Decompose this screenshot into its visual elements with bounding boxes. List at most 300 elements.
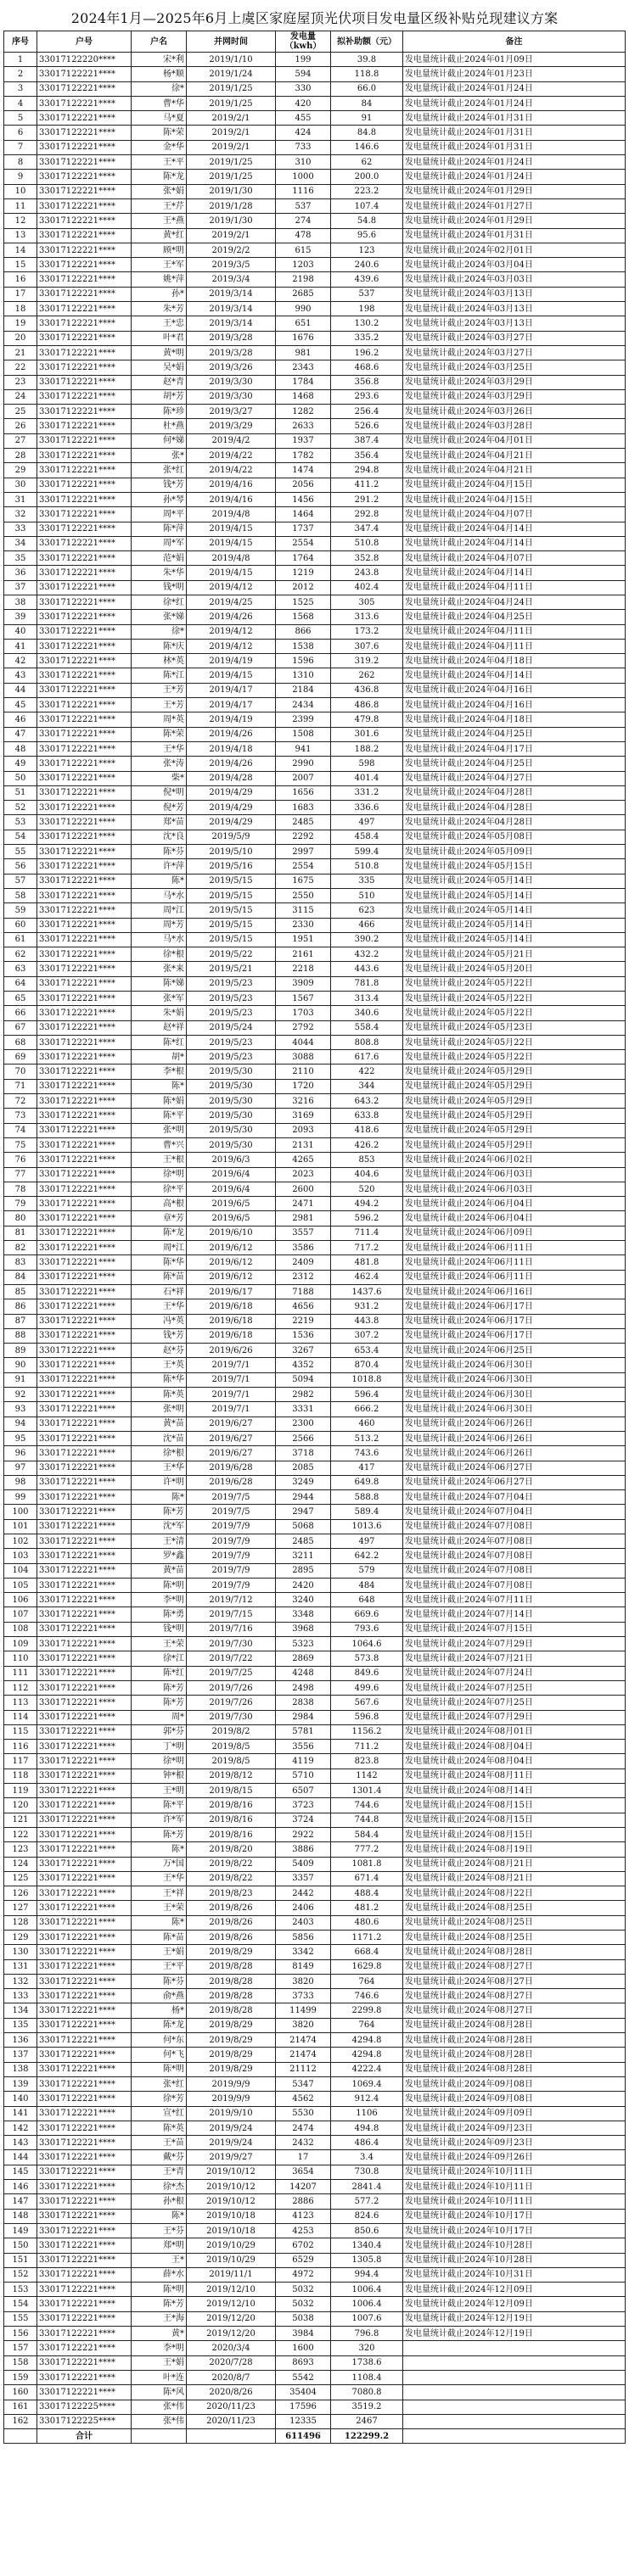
cell-date: 2019/7/9 [187,1578,276,1592]
cell-date: 2019/4/8 [187,551,276,566]
cell-name: 陈* [132,874,187,888]
cell-name: 陈*芳 [132,1696,187,1710]
cell-date: 2019/1/30 [187,214,276,228]
cell-kwh: 3240 [276,1593,331,1607]
cell-date: 2019/9/24 [187,2136,276,2150]
cell-name: 张*明 [132,1123,187,1137]
cell-no: 25 [4,405,37,419]
cell-account: 33017122221**** [37,1153,132,1167]
cell-date: 2019/4/29 [187,785,276,800]
cell-note: 发电量统计截止2024年04月16日 [403,683,626,697]
cell-kwh: 5542 [276,2370,331,2384]
table-row [4,2018,626,2032]
cell-date: 2019/7/1 [187,1402,276,1417]
cell-kwh: 7188 [276,1284,331,1299]
cell-subsidy: 1437.6 [331,1284,403,1299]
table-row [4,2194,626,2209]
cell-no: 102 [4,1534,37,1548]
cell-account: 33017122221**** [37,2385,132,2400]
table-footer [4,2429,626,2444]
cell-subsidy: 669.6 [331,1607,403,1622]
cell-no: 28 [4,449,37,463]
cell-name: 丁*明 [132,1740,187,1754]
cell-note: 发电量统计截止2024年04月18日 [403,712,626,727]
cell-kwh: 1508 [276,727,331,741]
table-row [4,888,626,902]
cell-subsidy: 520 [331,1182,403,1196]
table-row [4,1696,626,1710]
cell-note [403,2341,626,2355]
table-row [4,845,626,859]
cell-account: 33017122221**** [37,1563,132,1578]
cell-kwh: 2432 [276,2136,331,2150]
cell-subsidy: 777.2 [331,1842,403,1857]
cell-name: 王*清 [132,1534,187,1548]
cell-name: 沈*军 [132,1519,187,1534]
cell-kwh: 1468 [276,389,331,404]
header-subsidy: 拟补助额（元） [331,31,403,53]
cell-name: 金*华 [132,140,187,154]
cell-account: 33017122221**** [37,1754,132,1769]
table-row [4,610,626,624]
cell-no: 4 [4,96,37,110]
cell-date: 2019/4/29 [187,815,276,830]
cell-account: 33017122221**** [37,1813,132,1827]
cell-no: 26 [4,419,37,433]
table-row [4,214,626,228]
cell-kwh: 2997 [276,845,331,859]
cell-kwh: 3267 [276,1344,331,1358]
cell-name: 杨*顺 [132,67,187,81]
cell-account: 33017122221**** [37,272,132,287]
cell-no: 55 [4,845,37,859]
cell-date: 2019/8/22 [187,1871,276,1886]
cell-subsidy: 642.2 [331,1549,403,1563]
cell-note [403,2370,626,2384]
cell-account: 33017122221**** [37,932,132,947]
table-row [4,316,626,331]
table-row [4,1754,626,1769]
cell-kwh: 310 [276,155,331,170]
cell-subsidy: 823.8 [331,1754,403,1769]
cell-note: 发电量统计截止2024年10月11日 [403,2165,626,2179]
cell-no: 72 [4,1094,37,1109]
cell-subsidy: 596.4 [331,1388,403,1402]
cell-name: 周* [132,1710,187,1724]
cell-note: 发电量统计截止2024年07月04日 [403,1505,626,1519]
cell-subsidy: 3.4 [331,2150,403,2165]
cell-no: 80 [4,1211,37,1226]
cell-name: 陈*华 [132,1255,187,1270]
cell-no: 127 [4,1901,37,1915]
cell-note: 发电量统计截止2024年04月16日 [403,698,626,712]
cell-subsidy: 558.4 [331,1020,403,1035]
cell-kwh: 424 [276,126,331,140]
cell-name: 薛*水 [132,2267,187,2282]
cell-kwh: 1567 [276,992,331,1006]
cell-kwh: 455 [276,111,331,126]
table-row [4,903,626,918]
cell-subsidy: 579 [331,1563,403,1578]
cell-kwh: 1310 [276,668,331,683]
cell-no: 115 [4,1724,37,1739]
cell-date: 2019/5/15 [187,932,276,947]
cell-subsidy: 243.8 [331,566,403,580]
cell-kwh: 2409 [276,1255,331,1270]
cell-no: 118 [4,1769,37,1783]
table-row [4,1211,626,1226]
cell-no: 67 [4,1020,37,1035]
cell-no: 5 [4,111,37,126]
cell-name: 王*华 [132,1461,187,1475]
table-row [4,1827,626,1841]
table-row [4,522,626,536]
table-row [4,785,626,800]
cell-name: 何*娣 [132,433,187,448]
table-row [4,771,626,785]
cell-kwh: 2023 [276,1167,331,1182]
table-row [4,67,626,81]
cell-kwh: 1000 [276,170,331,184]
cell-no: 132 [4,1974,37,1988]
cell-kwh: 4248 [276,1666,331,1680]
cell-note: 发电量统计截止2024年06月16日 [403,1284,626,1299]
cell-account: 33017122221**** [37,81,132,96]
cell-account: 33017122221**** [37,801,132,815]
cell-kwh: 1203 [276,258,331,272]
cell-note: 发电量统计截止2024年04月14日 [403,566,626,580]
cell-subsidy: 352.8 [331,551,403,566]
table-row [4,1915,626,1930]
cell-date: 2019/7/9 [187,1534,276,1548]
table-row [4,1417,626,1431]
cell-account: 33017122221**** [37,1959,132,1974]
cell-account: 33017122221**** [37,2092,132,2106]
cell-subsidy: 573.8 [331,1651,403,1666]
cell-kwh: 3586 [276,1241,331,1255]
cell-note: 发电量统计截止2024年01月09日 [403,53,626,67]
cell-name: 张*红 [132,2076,187,2091]
cell-account: 33017122221**** [37,1724,132,1739]
table-row [4,727,626,741]
cell-subsidy: 633.8 [331,1109,403,1123]
cell-subsidy: 402.4 [331,580,403,595]
cell-date: 2019/10/29 [187,2253,276,2267]
cell-subsidy: 510 [331,888,403,902]
cell-subsidy: 599.4 [331,845,403,859]
cell-date: 2019/1/30 [187,184,276,198]
cell-name: 王*荣 [132,1637,187,1651]
cell-no: 152 [4,2267,37,2282]
cell-note: 发电量统计截止2024年06月03日 [403,1167,626,1182]
cell-subsidy: 796.8 [331,2327,403,2341]
cell-account: 33017122221**** [37,1109,132,1123]
cell-account: 33017122221**** [37,976,132,991]
cell-name: 张*娣 [132,610,187,624]
cell-note: 发电量统计截止2024年07月08日 [403,1563,626,1578]
table-row [4,551,626,566]
cell-date: 2019/5/15 [187,888,276,902]
table-row [4,1607,626,1622]
table-row [4,536,626,550]
cell-subsidy: 643.2 [331,1094,403,1109]
cell-name: 徐* [132,81,187,96]
table-row [4,2048,626,2062]
cell-note: 发电量统计截止2024年04月18日 [403,654,626,668]
table-row [4,96,626,110]
cell-subsidy: 513.2 [331,1431,403,1445]
cell-name: 章*芳 [132,1211,187,1226]
cell-account: 33017122221**** [37,1475,132,1489]
cell-kwh: 615 [276,243,331,257]
cell-name: 钟*根 [132,1769,187,1783]
cell-name: 陈*荣 [132,126,187,140]
cell-kwh: 2399 [276,712,331,727]
table-row [4,2106,626,2121]
cell-account: 33017122221**** [37,683,132,697]
cell-date: 2020/3/4 [187,2341,276,2355]
table-row [4,1519,626,1534]
cell-no: 111 [4,1666,37,1680]
cell-note: 发电量统计截止2024年04月11日 [403,580,626,595]
cell-account: 33017122221**** [37,1182,132,1196]
cell-name: 陈*平 [132,1109,187,1123]
cell-account: 33017122221**** [37,449,132,463]
table-row [4,389,626,404]
cell-account: 33017122221**** [37,1989,132,2003]
cell-date: 2019/8/28 [187,1959,276,1974]
cell-subsidy: 347.4 [331,522,403,536]
cell-note: 发电量统计截止2024年06月17日 [403,1328,626,1343]
cell-kwh: 4253 [276,2223,331,2238]
cell-account: 33017122221**** [37,1328,132,1343]
cell-no: 19 [4,316,37,331]
table-row [4,698,626,712]
cell-kwh: 2184 [276,683,331,697]
cell-name: 陈*萍 [132,522,187,536]
cell-account: 33017122221**** [37,111,132,126]
table-row [4,1182,626,1196]
cell-note: 发电量统计截止2024年05月29日 [403,1064,626,1079]
cell-account: 33017122221**** [37,522,132,536]
cell-note: 发电量统计截止2024年01月31日 [403,140,626,154]
cell-account: 33017122221**** [37,1490,132,1505]
cell-name: 胡*芳 [132,389,187,404]
cell-subsidy: 494.8 [331,2121,403,2135]
cell-account: 33017122221**** [37,1740,132,1754]
cell-date: 2019/2/1 [187,126,276,140]
cell-name: 冯*英 [132,1314,187,1328]
cell-subsidy: 808.8 [331,1035,403,1049]
cell-kwh: 3984 [276,2327,331,2341]
cell-subsidy: 319.2 [331,654,403,668]
cell-name: 郭*芬 [132,1724,187,1739]
cell-subsidy: 4294.8 [331,2048,403,2062]
cell-date: 2019/4/12 [187,639,276,653]
table-row [4,1109,626,1123]
cell-date: 2019/6/5 [187,1211,276,1226]
cell-subsidy: 320 [331,2341,403,2355]
cell-note: 发电量统计截止2024年05月22日 [403,1050,626,1064]
cell-name: 王*根 [132,1153,187,1167]
cell-subsidy: 107.4 [331,198,403,213]
cell-no: 18 [4,302,37,316]
cell-kwh: 1683 [276,801,331,815]
cell-name: 陈*英 [132,1388,187,1402]
table-row [4,507,626,522]
cell-subsidy: 146.6 [331,140,403,154]
cell-subsidy: 497 [331,1534,403,1548]
cell-account: 33017122221**** [37,1314,132,1328]
cell-kwh: 5856 [276,1931,331,1945]
cell-note: 发电量统计截止2024年06月26日 [403,1446,626,1461]
cell-name: 王*芹 [132,198,187,213]
cell-no: 71 [4,1079,37,1093]
total-date-cell [187,2429,276,2444]
cell-name: 陈* [132,1490,187,1505]
cell-subsidy: 417 [331,1461,403,1475]
cell-kwh: 6702 [276,2238,331,2253]
cell-no: 137 [4,2048,37,2062]
cell-subsidy: 196.2 [331,345,403,360]
cell-kwh: 3909 [276,976,331,991]
table-row [4,1020,626,1035]
cell-subsidy: 1106 [331,2106,403,2121]
cell-kwh: 3718 [276,1446,331,1461]
cell-account: 33017122221**** [37,198,132,213]
table-row [4,1344,626,1358]
cell-no: 49 [4,757,37,771]
cell-kwh: 2633 [276,419,331,433]
cell-date: 2019/4/22 [187,449,276,463]
cell-kwh: 2012 [276,580,331,595]
cell-date: 2019/5/30 [187,1123,276,1137]
header-kwh: 发电量（kwh） [276,31,331,53]
cell-name: 王*忠 [132,316,187,331]
header-note: 备注 [403,31,626,53]
table-row [4,449,626,463]
cell-date: 2019/10/12 [187,2194,276,2209]
cell-kwh: 21474 [276,2048,331,2062]
table-row [4,433,626,448]
cell-no: 8 [4,155,37,170]
cell-account: 33017122221**** [37,595,132,609]
cell-note: 发电量统计截止2024年06月17日 [403,1314,626,1328]
table-row [4,1813,626,1827]
cell-account: 33017122221**** [37,992,132,1006]
table-row [4,155,626,170]
cell-subsidy: 426.2 [331,1137,403,1152]
cell-date: 2019/6/18 [187,1314,276,1328]
cell-no: 117 [4,1754,37,1769]
cell-date: 2019/4/22 [187,463,276,478]
cell-date: 2019/8/16 [187,1798,276,1813]
cell-no: 40 [4,624,37,639]
cell-note: 发电量统计截止2024年12月19日 [403,2311,626,2326]
cell-no: 33 [4,522,37,536]
cell-date: 2019/8/5 [187,1754,276,1769]
cell-name: 俞*燕 [132,1989,187,2003]
cell-subsidy: 223.2 [331,184,403,198]
cell-subsidy: 1069.4 [331,2076,403,2091]
cell-kwh: 2947 [276,1505,331,1519]
cell-name: 王*平 [132,1959,187,1974]
cell-name: 王*芳 [132,698,187,712]
cell-account: 33017122221**** [37,1931,132,1945]
cell-name: 陈*红 [132,1035,187,1049]
cell-subsidy: 443.8 [331,1314,403,1328]
cell-name: 王*明 [132,1784,187,1798]
table-row [4,2092,626,2106]
cell-note: 发电量统计截止2024年10月17日 [403,2223,626,2238]
cell-account: 33017122221**** [37,610,132,624]
cell-account: 33017122221**** [37,405,132,419]
cell-subsidy: 793.6 [331,1622,403,1636]
table-row [4,1740,626,1754]
table-row [4,1549,626,1563]
cell-date: 2019/1/10 [187,53,276,67]
total-name-cell [132,2429,187,2444]
cell-no: 43 [4,668,37,683]
cell-note: 发电量统计截止2024年05月22日 [403,976,626,991]
cell-kwh: 1937 [276,433,331,448]
table-row [4,992,626,1006]
cell-account: 33017122221**** [37,170,132,184]
cell-no: 63 [4,962,37,976]
cell-note: 发电量统计截止2024年09月09日 [403,2106,626,2121]
table-row [4,405,626,419]
cell-note: 发电量统计截止2024年10月17日 [403,2209,626,2223]
cell-account: 33017122225**** [37,2414,132,2428]
cell-date: 2019/7/30 [187,1637,276,1651]
cell-account: 33017122225**** [37,2400,132,2414]
cell-subsidy: 1738.6 [331,2355,403,2370]
cell-note: 发电量统计截止2024年09月26日 [403,2150,626,2165]
cell-no: 46 [4,712,37,727]
cell-no: 56 [4,859,37,874]
cell-name: 陈* [132,1915,187,1930]
cell-no: 9 [4,170,37,184]
cell-account: 33017122221**** [37,1299,132,1314]
table-row [4,1989,626,2003]
table-row [4,654,626,668]
cell-name: 李*明 [132,1593,187,1607]
cell-note: 发电量统计截止2024年10月11日 [403,2180,626,2194]
cell-subsidy: 596.2 [331,1211,403,1226]
cell-note: 发电量统计截止2024年05月14日 [403,918,626,932]
cell-note: 发电量统计截止2024年06月30日 [403,1372,626,1387]
cell-account: 33017122221**** [37,1035,132,1049]
cell-no: 122 [4,1827,37,1841]
cell-note: 发电量统计截止2024年08月15日 [403,1813,626,1827]
cell-note: 发电量统计截止2024年07月08日 [403,1534,626,1548]
cell-note [403,2385,626,2400]
cell-kwh: 4656 [276,1299,331,1314]
cell-no: 91 [4,1372,37,1387]
cell-no: 22 [4,360,37,375]
cell-note: 发电量统计截止2024年12月09日 [403,2297,626,2311]
cell-kwh: 2600 [276,1182,331,1196]
cell-account: 33017122221**** [37,2370,132,2384]
table-row [4,976,626,991]
cell-account: 33017122221**** [37,1651,132,1666]
table-row [4,2003,626,2018]
cell-subsidy: 598 [331,757,403,771]
cell-account: 33017122221**** [37,1680,132,1695]
table-row [4,419,626,433]
cell-note: 发电量统计截止2024年03月03日 [403,272,626,287]
cell-account: 33017122221**** [37,2018,132,2032]
